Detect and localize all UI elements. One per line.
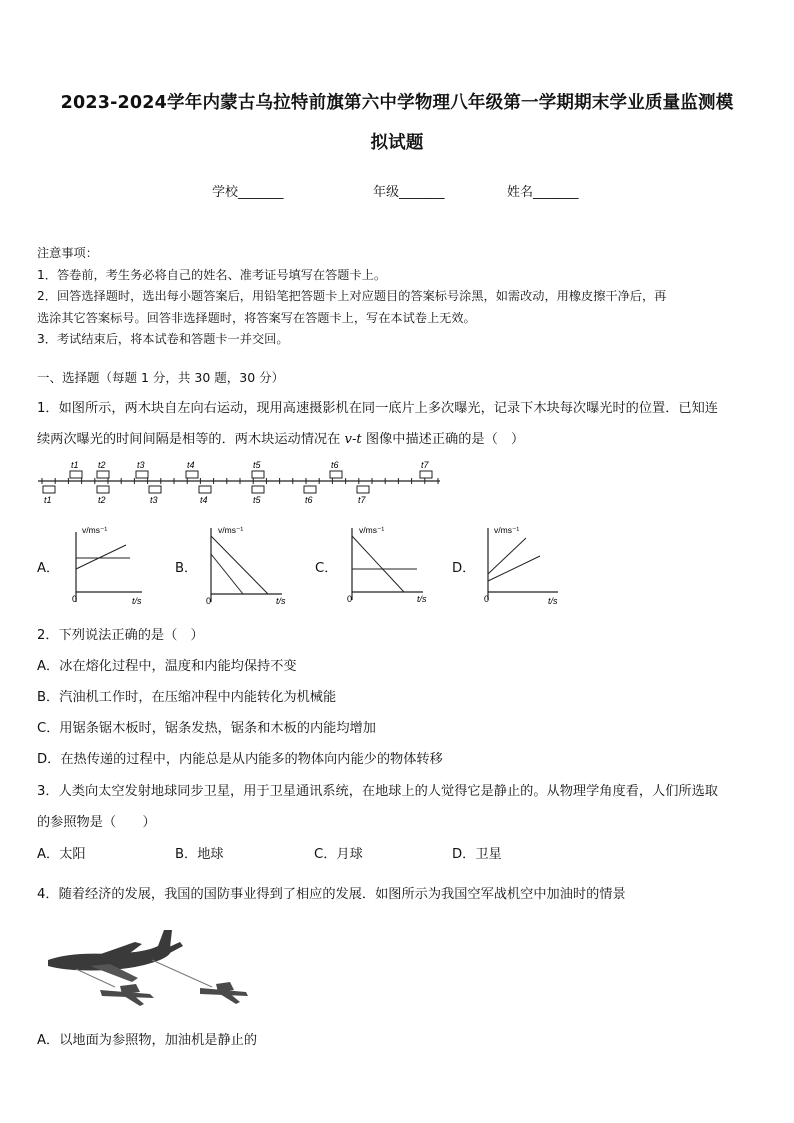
notes-item: 1．答卷前，考生务必将自己的姓名、准考证号填写在答题卡上。: [37, 267, 387, 282]
lower-time-label: t3: [150, 495, 158, 505]
graph-xlabel: t/s: [417, 594, 427, 604]
q1-stem-vt: v-t: [344, 432, 362, 447]
upper-time-label: t4: [187, 460, 195, 470]
q2-option-a: A．冰在熔化过程中，温度和内能均保持不变: [37, 659, 297, 674]
school-field-label: 学校_______: [212, 185, 284, 200]
graph-xlabel: t/s: [548, 596, 558, 606]
q2-option-b: B．汽油机工作时，在压缩冲程中内能转化为机械能: [37, 690, 337, 705]
vt-graph-d: [474, 522, 574, 608]
graph-ylabel: v/ms⁻¹: [494, 525, 520, 535]
lower-time-label: t2: [98, 495, 106, 505]
vt-graph-c: [337, 522, 437, 608]
q1-option-a-label: A．: [37, 561, 60, 576]
lower-time-label: t1: [44, 495, 52, 505]
q3-option-d: D．卫星: [452, 847, 502, 862]
upper-time-label: t7: [421, 460, 429, 470]
lower-block: [43, 486, 55, 493]
exam-title-line1: 2023-2024学年内蒙古乌拉特前旗第六中学物理八年级第一学期期末学业质量监测模: [60, 93, 734, 113]
upper-time-label: t1: [71, 460, 79, 470]
vt-graph-a: [62, 524, 157, 610]
lower-block: [97, 486, 109, 493]
q1-option-b-label: B．: [175, 561, 198, 576]
upper-time-label: t3: [137, 460, 145, 470]
q2-option-d: D．在热传递的过程中，内能总是从内能多的物体向内能少的物体转移: [37, 752, 443, 767]
q3-option-a: A．太阳: [37, 847, 86, 862]
lower-time-label: t6: [305, 495, 313, 505]
lower-block: [149, 486, 161, 493]
upper-block: [252, 471, 264, 478]
graph-origin: 0: [72, 594, 78, 604]
graph-xlabel: t/s: [276, 596, 286, 606]
graph-origin: 0: [347, 594, 353, 604]
lower-time-label: t4: [200, 495, 208, 505]
name-field-label: 姓名_______: [507, 185, 579, 200]
q4-stem: 4．随着经济的发展，我国的国防事业得到了相应的发展．如图所示为我国空军战机空中加油时的情景: [37, 887, 626, 902]
q3-option-b: B．地球: [175, 847, 224, 862]
upper-block: [136, 471, 148, 478]
q3-stem-line1: 3．人类向太空发射地球同步卫星，用于卫星通讯系统，在地球上的人觉得它是静止的。从物理学角度看，人们所选取: [37, 784, 718, 799]
graph-ylabel: v/ms⁻¹: [359, 525, 385, 535]
graph-ylabel: v/ms⁻¹: [218, 525, 244, 535]
lower-block: [304, 486, 316, 493]
upper-block: [330, 471, 342, 478]
notes-heading: 注意事项：: [37, 246, 98, 260]
q1-stem-post: 图像中描述正确的是（ ）: [361, 432, 525, 447]
notes-item: 2．回答选择题时，选出每小题答案后，用铅笔把答题卡上对应题目的答案标号涂黑，如需改动，用橡皮擦干净后，再: [37, 289, 667, 303]
upper-time-label: t5: [253, 460, 261, 470]
q3-stem-line2: 的参照物是（ ）: [37, 815, 156, 830]
exam-title-line2: 拟试题: [370, 133, 424, 153]
lower-block: [357, 486, 369, 493]
upper-time-label: t2: [98, 460, 106, 470]
graph-origin: 0: [484, 594, 490, 604]
upper-block: [186, 471, 198, 478]
vt-graph-b: [196, 524, 296, 610]
graph-origin: 0: [206, 596, 212, 606]
q3-option-c: C．月球: [314, 847, 363, 862]
section-heading: 一、选择题（每题 1 分，共 30 题，30 分）: [37, 370, 285, 385]
upper-block: [420, 471, 432, 478]
q2-stem: 2．下列说法正确的是（ ）: [37, 628, 204, 643]
q2-option-c: C．用锯条锯木板时，锯条发热，锯条和木板的内能均增加: [37, 721, 376, 736]
q4-option-a: A．以地面为参照物，加油机是静止的: [37, 1033, 258, 1048]
q1-stem-line1: 1．如图所示，两木块自左向右运动，现用高速摄影机在同一底片上多次曝光，记录下木块每次曝光时的位置．已知连: [37, 401, 718, 416]
graph-ylabel: v/ms⁻¹: [82, 525, 108, 535]
lower-time-label: t5: [253, 495, 261, 505]
lower-block: [199, 486, 211, 493]
exposure-diagram: [36, 456, 446, 508]
q1-option-d-label: D．: [452, 561, 476, 576]
graph-xlabel: t/s: [132, 596, 142, 606]
lower-block: [252, 486, 264, 493]
upper-block: [97, 471, 109, 478]
q1-stem-pre: 续两次曝光的时间间隔是相等的．两木块运动情况在: [37, 432, 345, 447]
upper-block: [70, 471, 82, 478]
aerial-refueling-image: [40, 922, 255, 1012]
upper-time-label: t6: [331, 460, 339, 470]
notes-block: [37, 243, 666, 351]
lower-time-label: t7: [358, 495, 366, 505]
q1-option-c-label: C．: [315, 561, 338, 576]
notes-item: 选涂其它答案标号。回答非选择题时，将答案写在答题卡上，写在本试卷上无效。: [37, 310, 476, 325]
grade-field-label: 年级_______: [373, 185, 445, 200]
q1-stem-line2: [37, 428, 524, 447]
notes-item: 3．考试结束后，将本试卷和答题卡一并交回。: [37, 332, 289, 346]
